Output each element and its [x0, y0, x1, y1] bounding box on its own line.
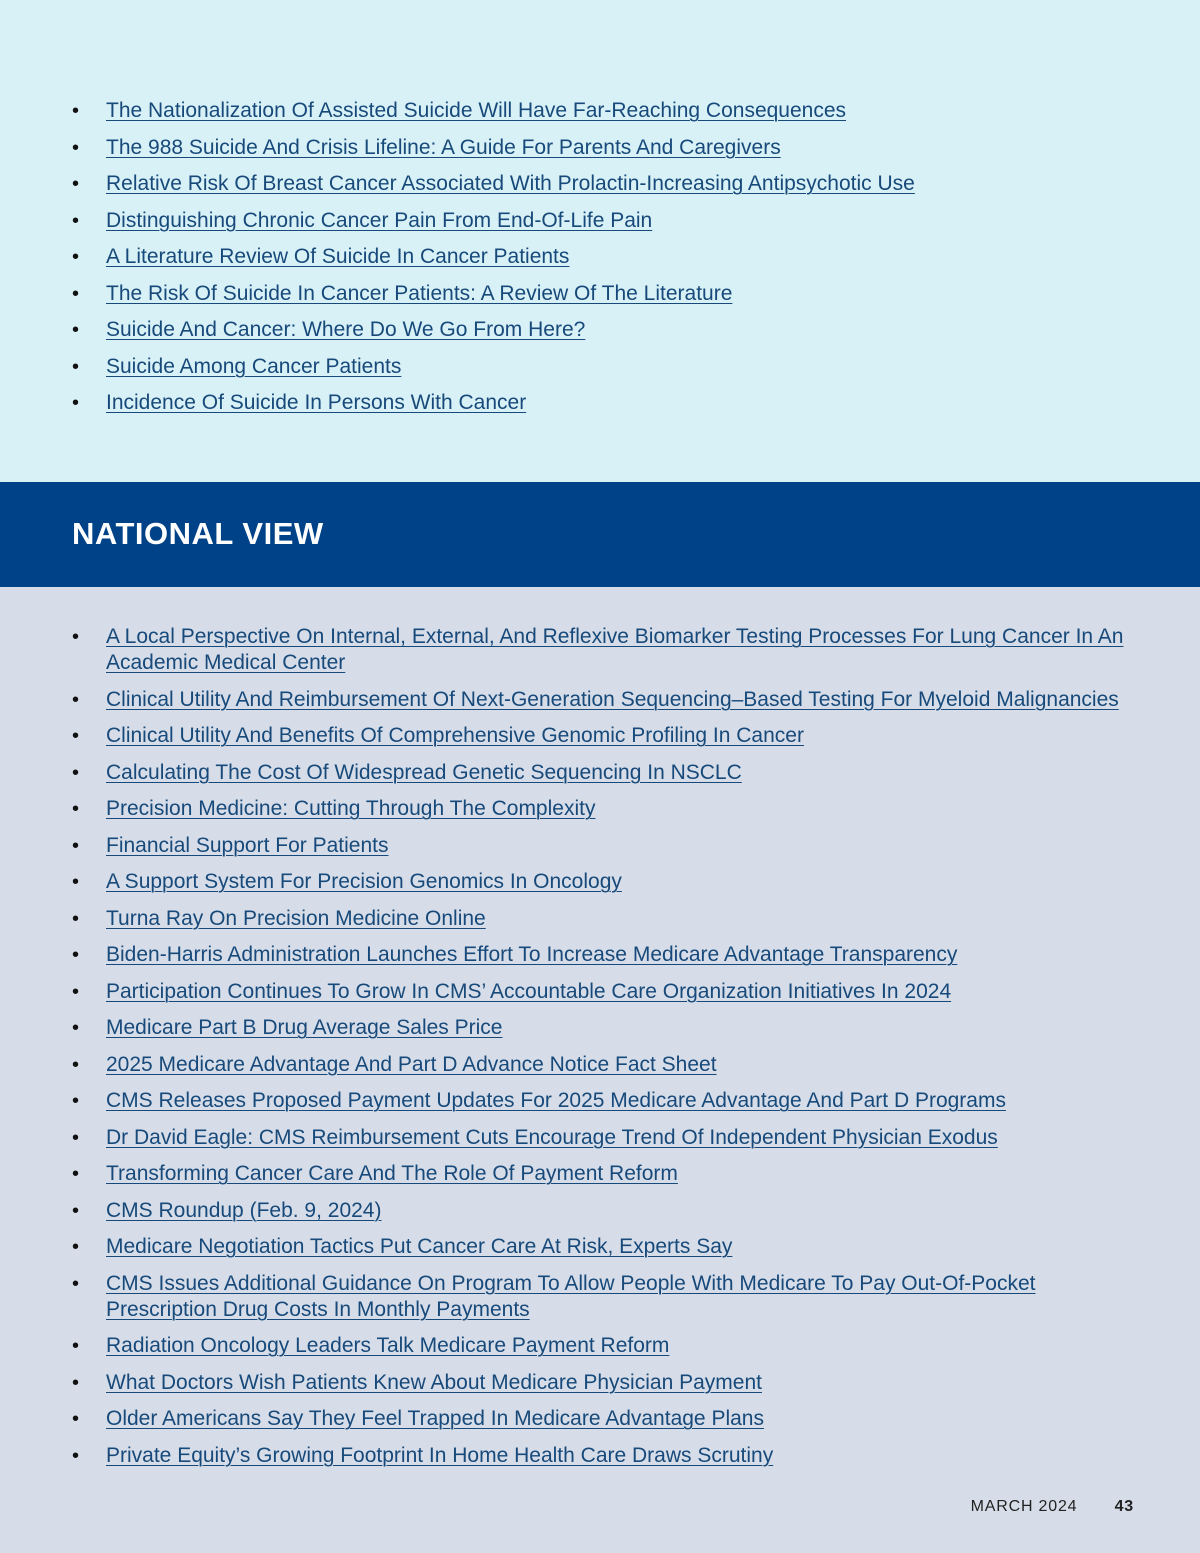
article-link[interactable]: Incidence Of Suicide In Persons With Cancer — [106, 391, 527, 414]
article-link[interactable]: Suicide And Cancer: Where Do We Go From Here? — [106, 318, 586, 341]
article-link[interactable]: A Local Perspective On Internal, External, And Reflexive Biomarker Testing Processes For Lung Cancer In An Academic Medical Center — [106, 625, 1124, 674]
list-item — [72, 281, 1132, 307]
list-item — [72, 869, 1132, 895]
list-item — [72, 1052, 1132, 1078]
article-link[interactable]: The Risk Of Suicide In Cancer Patients: A Review Of The Literature — [106, 281, 733, 305]
article-link[interactable]: Medicare Negotiation Tactics Put Cancer Care At Risk, Experts Say — [106, 1235, 733, 1258]
article-link[interactable]: Radiation Oncology Leaders Talk Medicare Payment Reform — [106, 1334, 670, 1357]
list-item — [72, 390, 1132, 416]
list-item — [72, 687, 1132, 713]
list-item — [72, 796, 1132, 822]
list-item — [72, 171, 1132, 197]
list-item — [72, 760, 1132, 786]
article-link[interactable]: Biden-Harris Administration Launches Effort To Increase Medicare Advantage Transparency — [106, 943, 958, 966]
list-item — [72, 906, 1132, 932]
list-item — [72, 833, 1132, 859]
list-item — [72, 1015, 1132, 1041]
list-item — [72, 1443, 1132, 1469]
article-link[interactable]: CMS Roundup (Feb. 9, 2024) — [106, 1198, 382, 1222]
article-link[interactable]: Dr David Eagle: CMS Reimbursement Cuts Encourage Trend Of Independent Physician Exodus — [106, 1125, 998, 1149]
national-view-banner — [0, 482, 1200, 587]
list-item — [72, 723, 1132, 749]
article-link[interactable]: Medicare Part B Drug Average Sales Price — [106, 1016, 503, 1039]
article-link[interactable]: Turna Ray On Precision Medicine Online — [106, 906, 486, 930]
article-link[interactable]: What Doctors Wish Patients Knew About Medicare Physician Payment — [106, 1370, 762, 1394]
article-link[interactable]: Distinguishing Chronic Cancer Pain From End-Of-Life Pain — [106, 208, 653, 232]
article-link[interactable]: Precision Medicine: Cutting Through The Complexity — [106, 797, 596, 820]
article-link[interactable]: The 988 Suicide And Crisis Lifeline: A Guide For Parents And Caregivers — [106, 135, 781, 159]
list-item — [72, 979, 1132, 1005]
section-heading: NATIONAL VIEW — [72, 516, 324, 551]
article-link[interactable]: Suicide Among Cancer Patients — [106, 354, 402, 378]
page-footer — [971, 1498, 1134, 1516]
top-links-section — [0, 0, 1200, 482]
list-item — [72, 208, 1132, 234]
list-item — [72, 1088, 1132, 1114]
list-item — [72, 1161, 1132, 1187]
list-item — [72, 244, 1132, 270]
article-link[interactable]: Financial Support For Patients — [106, 833, 389, 857]
issue-date: MARCH 2024 — [970, 1498, 1078, 1515]
list-item — [72, 1125, 1132, 1151]
article-link[interactable]: Clinical Utility And Reimbursement Of Next-Generation Sequencing–Based Testing For Myeloid Malignancies — [106, 687, 1119, 711]
article-link[interactable]: Older Americans Say They Feel Trapped In Medicare Advantage Plans — [106, 1407, 764, 1430]
article-link[interactable]: Private Equity’s Growing Footprint In Home Health Care Draws Scrutiny — [106, 1443, 774, 1467]
list-item — [72, 942, 1132, 968]
top-link-list — [72, 98, 1132, 427]
page-number: 43 — [1114, 1498, 1134, 1515]
article-link[interactable]: Calculating The Cost Of Widespread Genetic Sequencing In NSCLC — [106, 760, 742, 784]
list-item — [72, 317, 1132, 343]
national-view-link-list — [72, 624, 1132, 1479]
list-item — [72, 354, 1132, 380]
article-link[interactable]: CMS Issues Additional Guidance On Program To Allow People With Medicare To Pay Out-Of-Pocket Prescription Drug Costs In Monthly Payments — [106, 1271, 1036, 1321]
article-link[interactable]: Participation Continues To Grow In CMS’ Accountable Care Organization Initiatives In 2024 — [106, 979, 952, 1003]
list-item — [72, 1271, 1132, 1323]
list-item — [72, 1234, 1132, 1260]
list-item — [72, 624, 1132, 676]
article-link[interactable]: 2025 Medicare Advantage And Part D Advance Notice Fact Sheet — [106, 1052, 717, 1076]
list-item — [72, 135, 1132, 161]
list-item — [72, 1333, 1132, 1359]
list-item — [72, 98, 1132, 124]
article-link[interactable]: A Literature Review Of Suicide In Cancer Patients — [106, 245, 570, 268]
article-link[interactable]: The Nationalization Of Assisted Suicide Will Have Far-Reaching Consequences — [106, 99, 847, 122]
article-link[interactable]: A Support System For Precision Genomics In Oncology — [106, 870, 622, 893]
article-link[interactable]: Relative Risk Of Breast Cancer Associated With Prolactin-Increasing Antipsychotic Use — [106, 172, 915, 195]
article-link[interactable]: Clinical Utility And Benefits Of Comprehensive Genomic Profiling In Cancer — [106, 724, 804, 747]
article-link[interactable]: CMS Releases Proposed Payment Updates For 2025 Medicare Advantage And Part D Programs — [106, 1089, 1006, 1112]
list-item — [72, 1198, 1132, 1224]
article-link[interactable]: Transforming Cancer Care And The Role Of Payment Reform — [106, 1162, 678, 1185]
list-item — [72, 1370, 1132, 1396]
list-item — [72, 1406, 1132, 1432]
